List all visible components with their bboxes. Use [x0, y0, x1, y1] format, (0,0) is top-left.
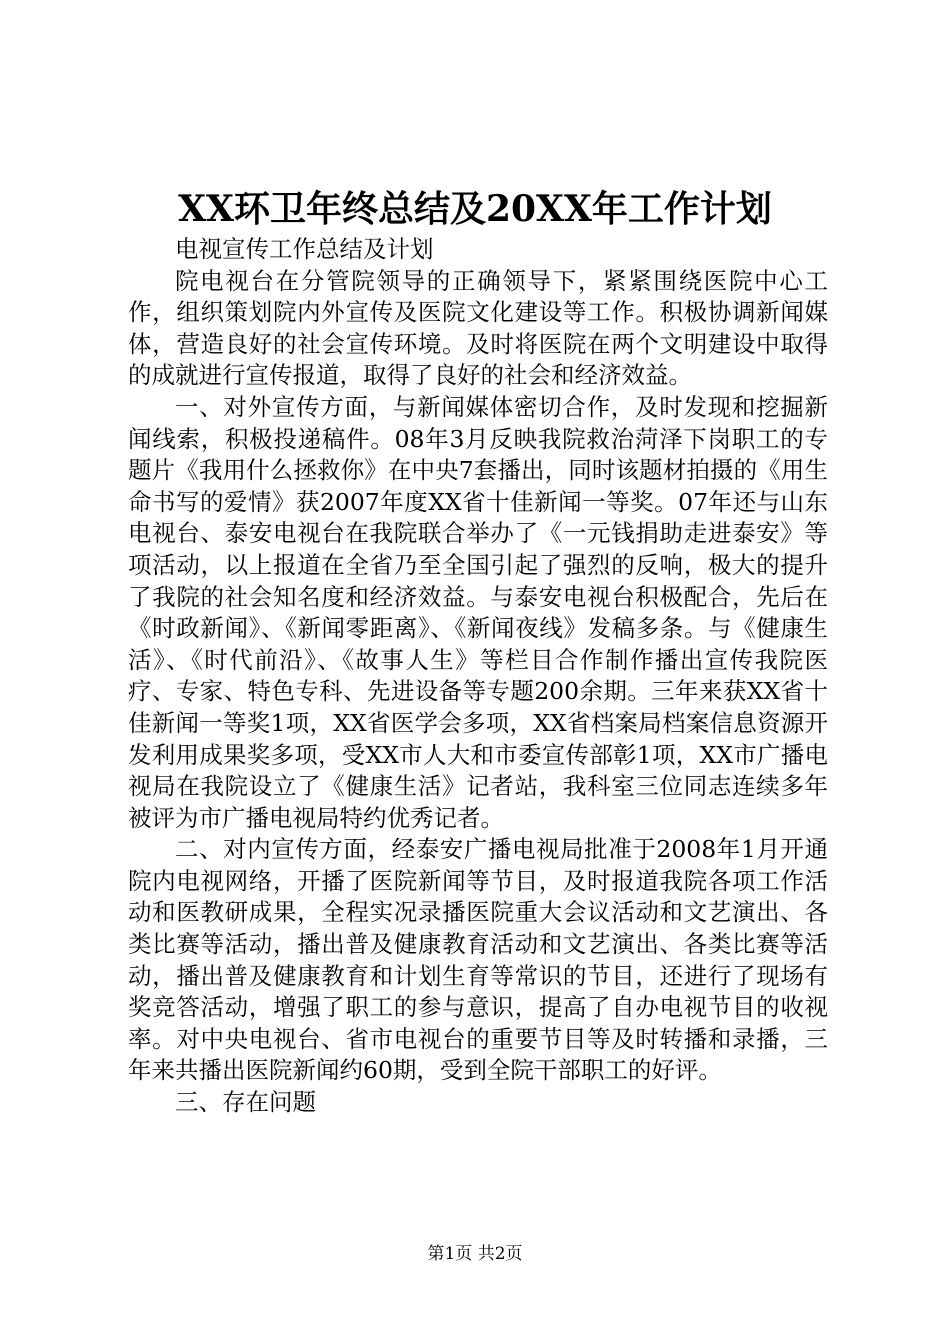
document-body: [128, 234, 828, 1119]
paragraph-subtitle: 电视宣传工作总结及计划: [175, 235, 434, 263]
paragraph-existing-problems: 三、存在问题: [175, 1088, 316, 1117]
paragraph-external-publicity: 一、对外宣传方面，与新闻媒体密切合作，及时发现和挖掘新闻线索，积极投递稿件。08年3月反映我院救治菏泽下岗职工的专题片《我用什么拯救你》在中央7套播出，同时该题材拍摄的《用生命书写的爱情》获2007年度XX省十佳新闻一等奖。07年还与山东电视台、泰安电视台在我院联合举办了《一元钱捐助走进泰安》等项活动，以上报道在全省乃至全国引起了强烈的反响，极大的提升了我院的社会知名度和经济效益。与泰安电视台积极配合，先后在《时政新闻》、《新闻零距离》、《新闻夜线》发稿多条。与《健康生活》、《时代前沿》、《故事人生》等栏目合作制作播出宣传我院医疗、专家、特色专科、先进设备等专题200余期。三年来获XX省十佳新闻一等奖1项，XX省医学会多项，XX省档案局档案信息资源开发利用成果奖多项，受XX市人大和市委宣传部彰1项，XX市广播电视局在我院设立了《健康生活》记者站，我科室三位同志连续多年被评为市广播电视局特约优秀记者。: [128, 392, 828, 832]
paragraph-internal-publicity: 二、对内宣传方面，经泰安广播电视局批准于2008年1月开通院内电视网络，开播了医院新闻等节目，及时报道我院各项工作活动和医教研成果，全程实况录播医院重大会议活动和文艺演出、各类比赛等活动，播出普及健康教育活动和文艺演出、各类比赛等活动，播出普及健康教育和计划生育等常识的节目，还进行了现场有奖竞答活动，增强了职工的参与意识，提高了自办电视节目的收视率。对中央电视台、省市电视台的重要节目等及时转播和录播，三年来共播出医院新闻约60期，受到全院干部职工的好评。: [128, 835, 828, 1085]
paragraph-intro: 院电视台在分管院领导的正确领导下，紧紧围绕医院中心工作，组织策划院内外宣传及医院文化建设等工作。积极协调新闻媒体，营造良好的社会宣传环境。及时将医院在两个文明建设中取得的成就进行宣传报道，取得了良好的社会和经济效益。: [128, 266, 828, 390]
page-number-footer: 第1页 共2页: [427, 1244, 523, 1264]
document-title: XX环卫年终总结及20XX年工作计划: [178, 188, 772, 230]
